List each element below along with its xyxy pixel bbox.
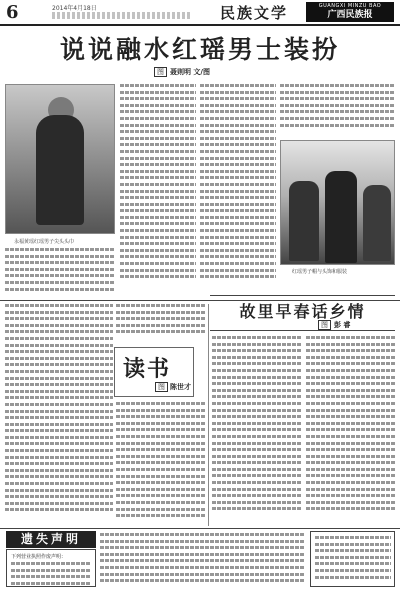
text-line [212,501,302,504]
text-line [306,389,395,392]
text-line [306,448,395,451]
classified-lines [100,533,305,587]
photo-figure [36,115,84,225]
text-line [120,269,196,272]
text-line [200,209,276,212]
reading-title: 读书 [123,356,172,382]
text-line [5,261,115,264]
reading-author-name: 陈世才 [170,383,191,391]
text-line [120,203,196,206]
text-line [116,442,206,445]
text-line [5,429,113,432]
text-line [212,389,302,392]
text-line [116,501,206,504]
text-line [5,357,113,360]
text-line [116,494,206,497]
text-line [306,376,395,379]
text-line [306,428,395,431]
text-line [5,363,113,366]
feature-text-col2 [120,84,196,296]
text-line [5,475,113,478]
text-line [200,242,276,245]
text-line [212,468,302,471]
text-line [120,242,196,245]
issue-date: 2014年4月18日 [52,5,97,12]
reading-author [155,382,191,392]
essay-author-name: 彭 睿 [334,321,351,329]
text-line [120,170,196,173]
text-line [280,104,395,107]
text-line [100,559,305,562]
text-line [200,183,276,186]
text-line [306,481,395,484]
text-line [200,269,276,272]
text-line [5,383,113,386]
text-line [116,508,206,511]
text-line [306,474,395,477]
text-line [212,481,302,484]
text-line [212,369,302,372]
text-line [120,229,196,232]
text-line [120,150,196,153]
text-line [5,344,113,347]
text-line [120,183,196,186]
text-line [5,456,113,459]
text-line [315,569,391,572]
text-line [5,288,115,291]
text-line [100,573,305,576]
notice-subtitle: 下列营业执照作废声明： [11,554,67,560]
feature-byline [154,67,210,77]
feature-photo-main [5,84,115,234]
reading-text-col2 [116,402,206,526]
text-line [116,481,206,484]
text-line [306,494,395,497]
text-line [306,349,395,352]
text-line [120,137,196,140]
text-line [116,475,206,478]
text-line [120,163,196,166]
text-line [5,350,113,353]
text-line [212,442,302,445]
text-line [120,104,196,107]
text-line [116,311,206,314]
text-line [5,489,113,492]
text-line [280,84,395,87]
text-line [5,403,113,406]
text-line [116,428,206,431]
reading-text-col1 [5,304,113,526]
text-line [200,137,276,140]
text-line [212,362,302,365]
text-line [116,488,206,491]
text-line [200,150,276,153]
text-line [306,507,395,510]
text-line [116,409,206,412]
text-line [315,556,391,559]
reading-text-top [116,304,206,344]
text-line [306,501,395,504]
text-line [200,262,276,265]
text-line [120,124,196,127]
text-line [200,275,276,278]
essay-author [318,320,350,330]
text-line [5,416,113,419]
text-line [280,124,395,127]
text-line [306,369,395,372]
text-line [315,543,391,546]
text-line [200,130,276,133]
text-line [200,157,276,160]
text-line [306,395,395,398]
text-line [200,91,276,94]
text-line [306,362,395,365]
text-line [5,281,115,284]
text-line [116,317,206,320]
text-line [100,533,305,536]
text-line [5,248,115,251]
text-line [315,536,391,539]
photo-caption-main: 永福黄瑶红瑶男子尖头头巾 [14,239,75,245]
masthead [306,2,394,22]
text-line [5,337,113,340]
text-line [120,97,196,100]
text-line [200,110,276,113]
text-line [212,474,302,477]
text-line [200,143,276,146]
text-line [212,356,302,359]
text-line [200,190,276,193]
text-line [120,222,196,225]
text-line [212,409,302,412]
feature-text-col4 [280,84,395,136]
classified-listings [100,531,305,587]
text-line [306,435,395,438]
text-line [100,579,305,582]
feature-text-col1 [5,248,115,296]
text-line [120,249,196,252]
text-line [306,336,395,339]
text-line [120,262,196,265]
text-line [306,442,395,445]
text-line [120,157,196,160]
text-line [5,377,113,380]
page-header [0,0,400,26]
text-line [116,468,206,471]
text-line [200,203,276,206]
text-line [120,275,196,278]
text-line [116,330,206,333]
classified-notice-box [310,531,395,587]
text-line [5,330,113,333]
text-line [120,209,196,212]
text-line [306,409,395,412]
text-line [120,176,196,179]
text-line [200,163,276,166]
text-line [120,110,196,113]
photo-person-1 [289,181,319,261]
text-line [120,196,196,199]
text-line [212,448,302,451]
text-line [200,249,276,252]
essay-banner [210,295,395,331]
classifieds-divider [0,528,400,529]
photo-caption-right: 红瑶男子帽与头饰和服装 [292,269,348,275]
text-line [212,435,302,438]
text-line [5,436,113,439]
text-line [11,575,91,578]
text-line [200,104,276,107]
text-line [5,449,113,452]
text-line [200,229,276,232]
text-line [306,356,395,359]
text-line [212,382,302,385]
feature-photo-right [280,140,395,265]
section-title: 民族文学 [220,4,289,22]
text-line [11,582,91,585]
text-line [200,216,276,219]
text-line [200,97,276,100]
essay-text-col1 [212,336,302,526]
essay-author-tag: 图 [318,320,331,330]
text-line [5,495,113,498]
text-line [212,376,302,379]
text-line [100,540,305,543]
text-line [5,255,115,258]
text-line [5,370,113,373]
notice-box [6,549,96,587]
text-line [116,455,206,458]
text-line [212,343,302,346]
text-line [120,255,196,258]
text-line [212,415,302,418]
text-line [280,97,395,100]
text-line [212,349,302,352]
text-line [212,494,302,497]
text-line [100,553,305,556]
text-line [120,216,196,219]
column-divider [208,304,209,526]
text-line [5,469,113,472]
text-line [116,448,206,451]
text-line [200,117,276,120]
text-line [5,317,113,320]
text-line [212,461,302,464]
essay-text-col2 [306,336,395,526]
text-line [212,507,302,510]
byline-text: 聂则明 文/图 [170,68,210,76]
text-line [11,569,91,572]
text-line [280,110,395,113]
text-line [5,502,113,505]
text-line [306,461,395,464]
text-line [200,236,276,239]
text-line [5,390,113,393]
text-line [120,91,196,94]
text-line [212,455,302,458]
text-line [5,508,113,511]
text-line [116,304,206,307]
text-line [306,422,395,425]
text-line [100,546,305,549]
text-line [5,274,115,277]
text-line [5,410,113,413]
classified-notice-text [315,536,391,584]
text-line [315,549,391,552]
text-line [306,343,395,346]
text-line [5,442,113,445]
notice-title: 遗失声明 [6,531,96,548]
text-line [212,402,302,405]
text-line [306,382,395,385]
header-subline [52,12,192,19]
text-line [5,396,113,399]
text-line [5,482,113,485]
text-line [212,336,302,339]
byline-tag: 图 [154,67,167,77]
text-line [280,91,395,94]
text-line [315,576,391,579]
text-line [306,402,395,405]
text-line [212,395,302,398]
feature-text-col3 [200,84,276,296]
text-line [306,455,395,458]
reading-author-tag: 图 [155,382,168,392]
text-line [116,514,206,517]
feature-headline: 说说融水红瑶男士装扮 [59,35,340,64]
text-line [116,402,206,405]
text-line [200,176,276,179]
text-line [5,311,113,314]
text-line [200,170,276,173]
text-line [5,268,115,271]
text-line [315,562,391,565]
text-line [11,562,91,565]
text-line [120,143,196,146]
text-line [116,415,206,418]
text-line [116,324,206,327]
text-line [200,124,276,127]
text-line [200,84,276,87]
text-line [5,304,113,307]
text-line [116,435,206,438]
text-line [212,428,302,431]
text-line [120,190,196,193]
text-line [5,462,113,465]
text-line [212,422,302,425]
photo-person-2 [325,171,357,263]
text-line [120,236,196,239]
reading-heading-box [114,347,194,397]
text-line [116,461,206,464]
masthead-en: GUANGXI MINZU BAO [318,3,382,9]
masthead-cn: 广西民族报 [327,10,373,20]
text-line [280,117,395,120]
text-line [100,566,305,569]
photo-person-3 [363,185,391,261]
text-line [200,222,276,225]
text-line [212,488,302,491]
text-line [200,196,276,199]
text-line [116,422,206,425]
text-line [120,130,196,133]
essay-title: 故里早春话乡情 [239,302,366,321]
text-line [120,84,196,87]
text-line [120,117,196,120]
text-line [306,488,395,491]
notice-text [11,562,91,586]
text-line [306,468,395,471]
page-number: 6 [6,2,19,23]
text-line [5,423,113,426]
text-line [200,255,276,258]
text-line [5,324,113,327]
text-line [306,415,395,418]
